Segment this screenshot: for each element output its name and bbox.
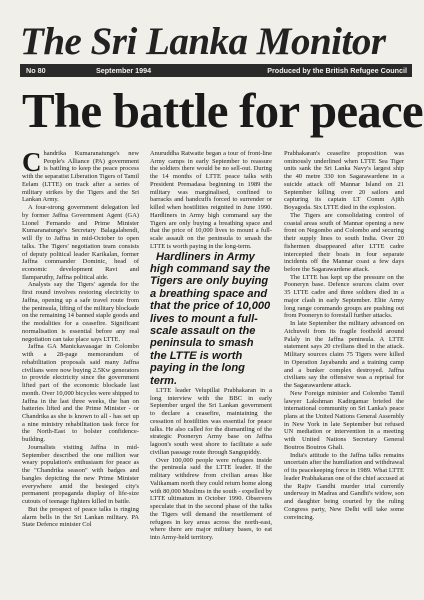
paragraph: But the prospect of peace talks is ringing alarm bells in the Sri Lankan military. PA State Defence minister Col	[22, 505, 139, 529]
paragraph: A four-strong government delegation led by former Jaffna Government Agent (GA) Lionel Fernando and Prime Minister Kumaranatunge's Secretary Balagalabendi, will fly to Jaffna in mid-October to open talks. The Tigers' negotiation team consists of deputy political leader Karikalan, former Jaffna commander Dominic, head of economic development Ravi and Ilamparuthy, Jaffna political aide.	[22, 204, 139, 281]
dropcap: C	[22, 150, 42, 177]
pull-quote: Hardliners in Army high command say the Tigers are only buying a breathing space and that the price of 10,000 lives to mount a full-scale assault on the peninsula to smash the LTTE is worth paying in the long term.	[150, 250, 271, 387]
publisher-credit: Produced by the British Refugee Council	[267, 66, 407, 75]
paragraph: The Tigers are consolidating control of coastal areas south of Mannar opening a new front on Negombo and Colombo and securing their supply lines to south India. Over 20 fishermen disappeared after LTTE cadre intercepted their boats in four separate incidents off the Mannar coast a few days before the Sagarawardene attack.	[284, 211, 404, 274]
paragraph: Jaffna GA Manickavasagar in Colombo with a 28-page memorandum of rehabilitation proposals said many Jaffna civilians were now buying 2.5Kw generators to provide electricity since the government lifted part of the economic blockade last month. Over 10,000 bicycles were shipped to Jaffna in the last three weeks, the ban on batteries lifted and the Prime Minister - or Chandrika as she is known to all - has set up a nine ministry rehabilitation task force for the North-East to bolster confidence-building.	[22, 343, 139, 444]
paragraph: New Foreign minister and Colombo Tamil lawyer Lakshman Kadirgamar briefed the international community on Sri Lanka's peace plans at the United Nations General Assembly in New York in late September but refused UN mediation or intervention in a meeting with United Nations Secretary General Boutros Boutros Ghali.	[284, 389, 404, 451]
headline: The battle for peace	[22, 83, 423, 138]
article-column-1	[22, 150, 139, 595]
lead-paragraph-text: handrika Kumaranatunge's new People's Alliance (PA) government is battling to keep the peace process with the separatist Liberation Tigers of Tamil Eelam (LTTE) on track after a series of military strikes by the Tigers and the Sri Lankan Army.	[22, 150, 139, 204]
paragraph: Anuruddha Ratwatte began a tour of front-line Army camps in early September to reassure the soldiers there would be no sell-out. During the 14 months of LTTE peace talks with President Premadasa beginning in 1989 the military was marginalised, confined to barracks and handcuffs forced to surrender or killed when hostilities reignited in June 1990. Hardliners in Army high command say the Tigers are only buying a breathing space and that the price of 10,000 lives to mount a full-scale assault on the peninsula to smash the LTTE is worth paying in the long-term.	[150, 150, 272, 250]
issue-bar	[20, 64, 412, 77]
masthead-title: The Sri Lanka Monitor	[20, 20, 386, 63]
paragraph: Over 100,000 people were refugees inside the peninsula said the LTTE leader. If the military withdrew from civilian areas like Valikamam north they could return home along with 80,000 Muslims in the south - expelled by LTTE ultimatum in October 1990. Observers speculate that in the second phase of the talks the Tigers will demand the resettlement of refugees in key areas across the north-east, where there are major military bases, to eat into Army-held territory.	[150, 456, 272, 541]
article-column-2	[150, 150, 272, 595]
paragraph: Prabhakaran's ceasefire proposition was ominously underlined when LTTE Sea Tiger units sank the Sri Lanka Navy's largest ship the 40 metre 330 ton Sagarawardene in a suicide attack off Mannar Island on 21 September killing over 20 sailors and capturing its captain LT Comm Ajith Boyagoda. Six LTTE died in the explosion.	[284, 150, 404, 212]
paragraph: The LTTE has kept up the pressure on the Pooneryn base. Defence sources claim over 35 LTTE cadre and three soldiers died in a major clash in early September. Elite Army long range commando groups are pushing out from Pooneryn to forestall further attacks.	[284, 273, 404, 320]
paragraph: In late September the military advanced on Atchuveli from its fragile foothold around Palaly in the Jaffna peninsula. A LTTE statement says 20 civilians died in the attack. Military sources claim 75 Tigers were killed in Operation Jayabandu and a training camp and a bunker complex destroyed. Jaffna civilians say the offensive was a reprisal for the Sagarawardene attack.	[284, 320, 404, 390]
article-column-3	[284, 150, 404, 595]
issue-number: No 80	[26, 66, 46, 75]
lead-paragraph	[22, 150, 139, 204]
paragraph: LTTE leader Velupillai Prabhakaran in a long interview with the BBC in early September urged the Sri Lankan government to declare a ceasefire, maintaining the cessation of hostilities was essential for peace talks. He also called for the dismantling of the strategic Pooneryn Army base on Jaffna lagoon's south west shore to facilitate a safe civilian passage route through Sangupiddy.	[150, 387, 272, 456]
paragraph: Analysts say the Tigers' agenda for the first round involves restoring electricity to Jaffna, opening up a safe travel route from the peninsula, lifting of the military blockade on the remaining 14 banned staple goods and the modalities for a ceasefire. Significant normalisation is essential before any real negotiation can take place says LTTE.	[22, 281, 139, 343]
paragraph: Journalists visiting Jaffna in mid-September described the one million war weary population's enthusiasm for peace as the "Chandrika season" with badges and bangles depicting the new Prime Minister everywhere amid the besieged city's permanent propaganda display of life-size cutouts of teenage fighters killed in battle.	[22, 443, 139, 506]
paragraph: India's attitude to the Jaffna talks remains uncertain after the humiliation and withdrawal of its peacekeeping force in 1989. What LTTE leader Prabhakaran one of the chief accused at the Rajiv Gandhi murder trial currently underway in Madras and Gandhi's widow, son and daughter being courted by the ruling Congress party, New Delhi will take some convincing.	[284, 451, 404, 521]
issue-date: September 1994	[96, 66, 152, 75]
